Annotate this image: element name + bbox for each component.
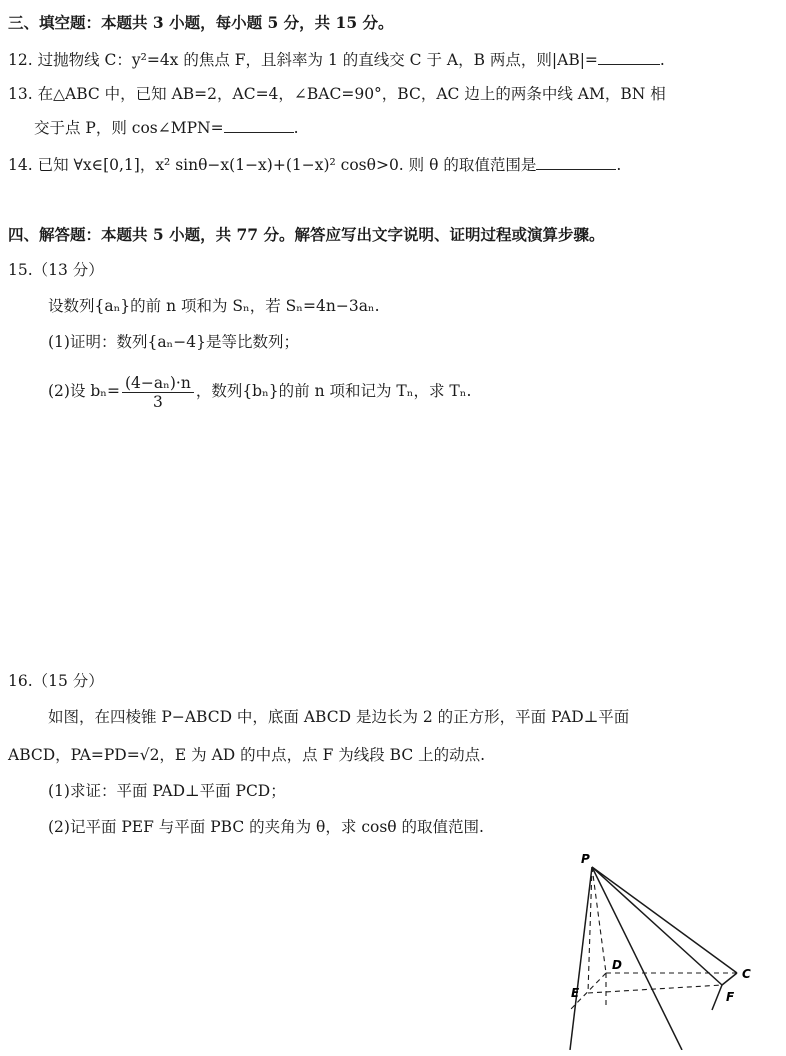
q13-answer-blank [224,118,294,133]
q16-line2: ABCD，PA=PD=√2，E 为 AD 的中点，点 F 为线段 BC 上的动点. [8,746,486,764]
q15-fraction [122,374,194,411]
q12-answer-blank [598,50,660,65]
label-F: F [726,990,735,1004]
q12-end: . [659,51,665,69]
segment-EF-hidden [588,985,722,993]
q16-part1: (1)求证：平面 PAD⊥平面 PCD； [48,782,286,800]
q15-number: 15.（13 分） [8,261,104,279]
question-12 [8,49,665,71]
fraction-denominator: 3 [152,392,163,411]
label-C: C [742,967,751,981]
fraction-numerator: (4−aₙ)·n [122,374,194,393]
q13-line2-text: 交于点 P，则 cos∠MPN= [34,119,224,137]
edge-FB [712,985,722,1010]
question-14 [8,154,621,176]
q16-line1: 如图，在四棱锥 P−ABCD 中，底面 ABCD 是边长为 2 的正方形，平面 PAD⊥平面 [48,708,630,726]
q16-number: 16.（15 分） [8,672,104,690]
section4-heading: 四、解答题：本题共 5 小题，共 77 分。解答应写出文字说明、证明过程或演算步骤。 [8,225,605,244]
label-D: D [612,958,622,972]
q13-end: . [293,119,299,137]
q16-part2: (2)记平面 PEF 与平面 PBC 的夹角为 θ，求 cosθ 的取值范围. [48,818,484,836]
q15-part2 [48,370,471,412]
q14-answer-blank [536,155,616,170]
q14-end: . [616,156,622,174]
edge-CF [722,973,737,985]
label-P: P [581,852,590,866]
q15-part2-suffix: ，数列{bₙ}的前 n 项和记为 Tₙ，求 Tₙ. [195,382,472,400]
edge-PB [592,867,682,1050]
q15-part2-prefix: (2)设 bₙ= [48,382,120,400]
q13-line1: 13. 在△ABC 中，已知 AB=2，AC=4，∠BAC=90°，BC，AC 边上的两条中线 AM，BN 相 [8,85,666,103]
q15-part1: (1)证明：数列{aₙ−4}是等比数列； [48,333,299,351]
label-E: E [571,986,580,1000]
pyramid-figure [540,845,780,1050]
question-13-line2 [34,117,299,139]
q12-text: 12. 过抛物线 C：y²=4x 的焦点 F，且斜率为 1 的直线交 C 于 A，B 两点，则|AB|= [8,51,598,69]
section3-heading: 三、填空题：本题共 3 小题，每小题 5 分，共 15 分。 [8,13,394,32]
q14-text: 14. 已知 ∀x∈[0,1]，x² sinθ−x(1−x)+(1−x)² cosθ>0. 则 θ 的取值范围是 [8,156,537,174]
q15-stem: 设数列{aₙ}的前 n 项和为 Sₙ，若 Sₙ=4n−3aₙ. [48,297,380,315]
